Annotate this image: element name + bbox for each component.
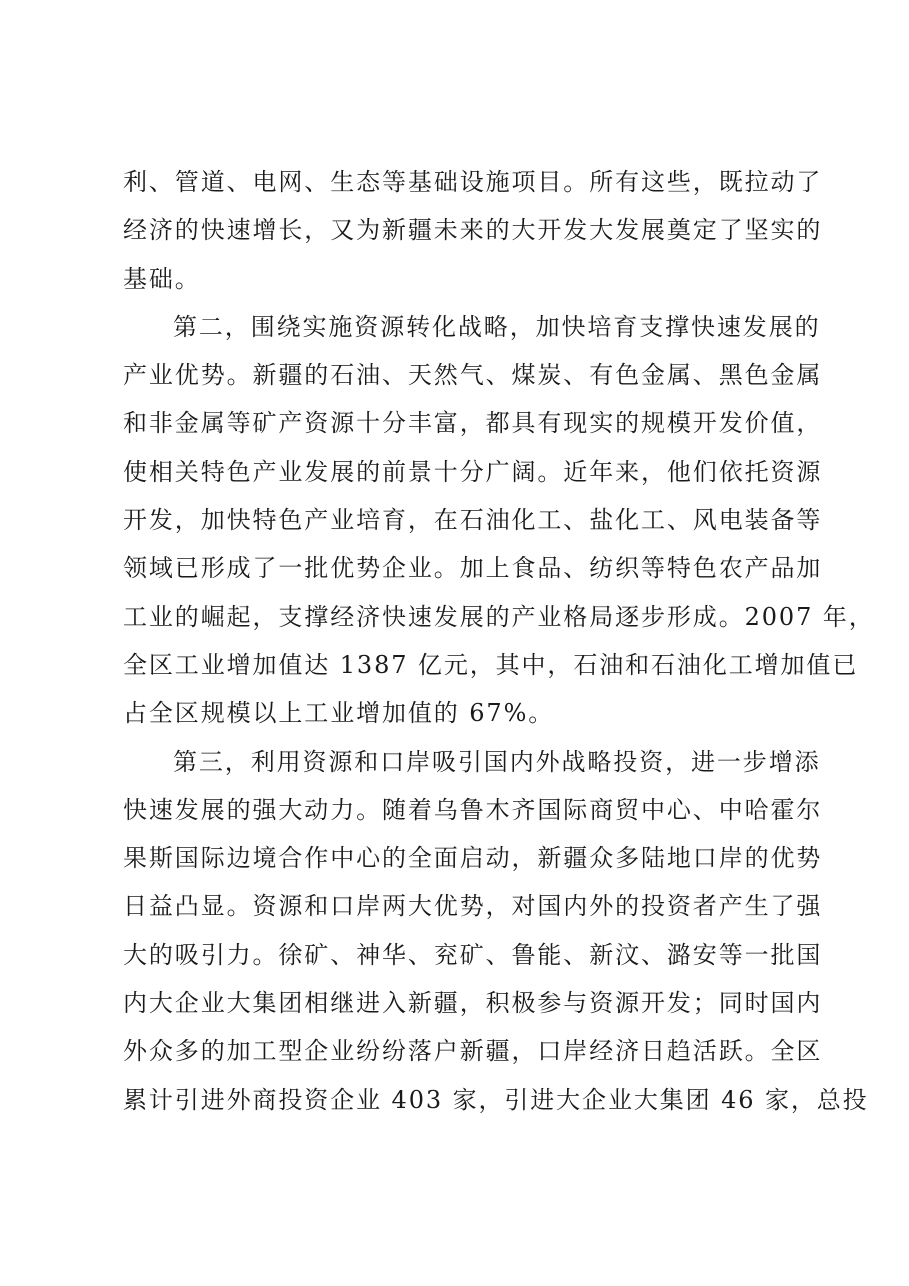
text-line: 基础。	[123, 264, 201, 293]
paragraph-third-point	[123, 738, 869, 1124]
text-line: 开发，加快特色产业培育，在石油化工、盐化工、风电装备等	[123, 506, 823, 535]
text-line: 使相关特色产业发展的前景十分广阔。近年来，他们依托资源	[123, 457, 823, 486]
text-line: 快速发展的强大动力。随着乌鲁木齐国际商贸中心、中哈霍尔	[123, 795, 823, 824]
text-line: 果斯国际边境合作中心的全面启动，新疆众多陆地口岸的优势	[123, 844, 823, 873]
text-line: 累计引进外商投资企业 403 家，引进大企业大集团 46 家，总投	[123, 1085, 869, 1114]
text-line: 工业的崛起，支撑经济快速发展的产业格局逐步形成。2007 年，	[123, 602, 875, 631]
paragraph-second-point	[123, 303, 875, 738]
text-line: 全区工业增加值达 1387 亿元，其中，石油和石油化工增加值已	[123, 650, 859, 679]
document-body	[123, 158, 875, 1124]
text-line: 利、管道、电网、生态等基础设施项目。所有这些，既拉动了	[123, 168, 823, 196]
text-line: 领域已形成了一批优势企业。加上食品、纺织等特色农产品加	[123, 554, 823, 583]
text-line: 日益凸显。资源和口岸两大优势，对国内外的投资者产生了强	[123, 892, 823, 921]
text-line: 第二，围绕实施资源转化战略，加快培育支撑快速发展的	[173, 312, 821, 341]
text-line: 外众多的加工型企业纷纷落户新疆，口岸经济日趋活跃。全区	[123, 1037, 823, 1066]
text-line: 占全区规模以上工业增加值的 67%。	[123, 699, 555, 728]
text-line: 第三，利用资源和口岸吸引国内外战略投资，进一步增添	[173, 747, 821, 776]
paragraph-continuation	[123, 158, 823, 303]
text-line: 经济的快速增长，又为新疆未来的大开发大发展奠定了坚实的	[123, 216, 823, 245]
text-line: 产业优势。新疆的石油、天然气、煤炭、有色金属、黑色金属	[123, 361, 823, 390]
text-line: 大的吸引力。徐矿、神华、兖矿、鲁能、新汶、潞安等一批国	[123, 940, 823, 969]
text-line: 和非金属等矿产资源十分丰富，都具有现实的规模开发价值，	[123, 409, 823, 438]
text-line: 内大企业大集团相继进入新疆，积极参与资源开发；同时国内	[123, 989, 823, 1018]
